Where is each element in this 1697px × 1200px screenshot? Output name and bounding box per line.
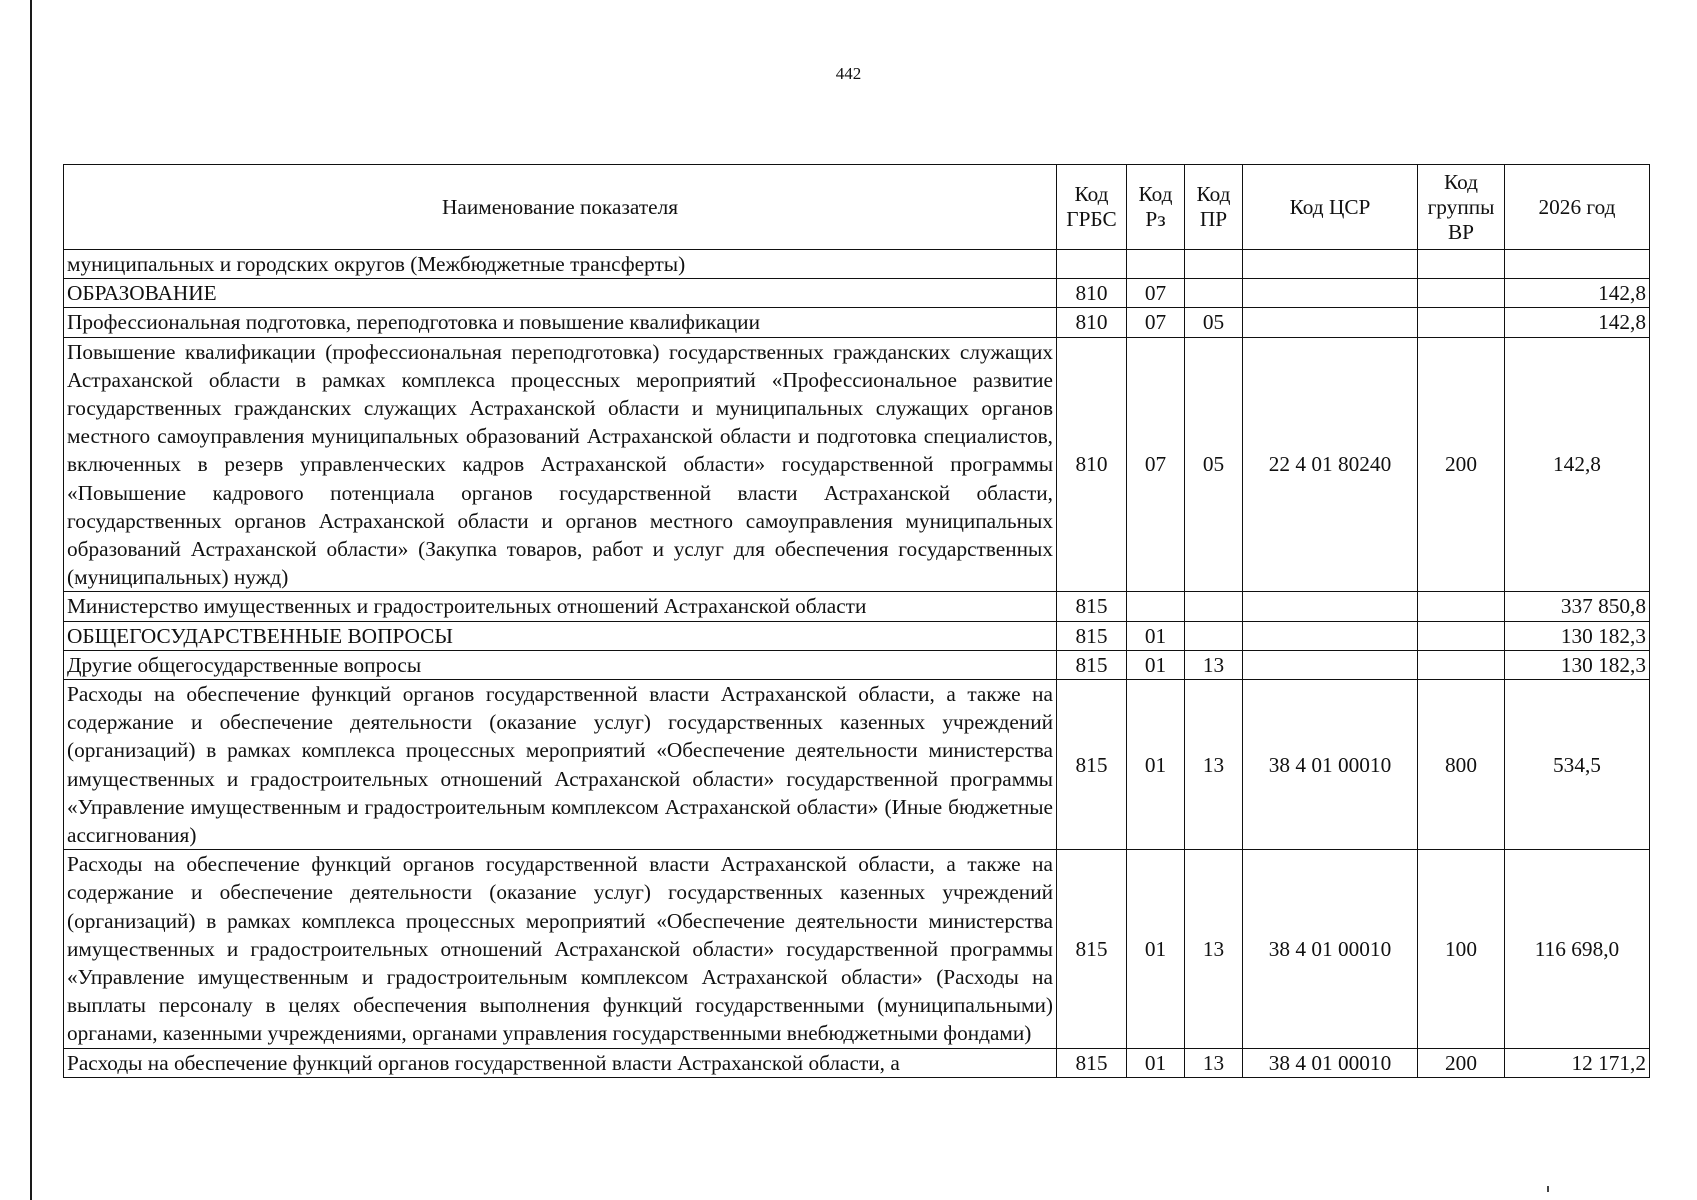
row-rz: 01 (1127, 680, 1185, 850)
row-grbs: 815 (1057, 650, 1127, 679)
row-pr: 13 (1185, 1048, 1243, 1077)
row-pr: 05 (1185, 308, 1243, 337)
row-amount: 12 171,2 (1505, 1048, 1650, 1077)
table-row (64, 279, 1650, 308)
row-csr (1243, 592, 1418, 621)
header-grbs: Код ГРБС (1057, 165, 1127, 250)
row-vr (1418, 650, 1505, 679)
row-vr (1418, 250, 1505, 279)
row-vr: 200 (1418, 337, 1505, 592)
row-amount: 534,5 (1505, 680, 1650, 850)
row-csr (1243, 621, 1418, 650)
row-grbs: 815 (1057, 621, 1127, 650)
header-name: Наименование показателя (64, 165, 1057, 250)
row-amount: 142,8 (1505, 337, 1650, 592)
row-csr: 38 4 01 00010 (1243, 850, 1418, 1048)
row-vr: 100 (1418, 850, 1505, 1048)
row-csr: 22 4 01 80240 (1243, 337, 1418, 592)
binding-margin-line (30, 0, 32, 1200)
row-grbs (1057, 250, 1127, 279)
row-rz: 01 (1127, 850, 1185, 1048)
row-pr: 13 (1185, 850, 1243, 1048)
row-grbs: 815 (1057, 680, 1127, 850)
row-name: Профессиональная подготовка, переподготовка и повышение квалификации (64, 308, 1057, 337)
row-name: Другие общегосударственные вопросы (64, 650, 1057, 679)
row-amount (1505, 250, 1650, 279)
row-rz (1127, 592, 1185, 621)
table-row (64, 337, 1650, 592)
row-rz: 07 (1127, 279, 1185, 308)
row-amount: 337 850,8 (1505, 592, 1650, 621)
row-grbs: 815 (1057, 592, 1127, 621)
header-pr: Код ПР (1185, 165, 1243, 250)
row-csr (1243, 250, 1418, 279)
row-rz (1127, 250, 1185, 279)
row-vr (1418, 308, 1505, 337)
budget-table (63, 164, 1650, 1078)
row-name: Расходы на обеспечение функций органов государственной власти Астраханской области, а также на содержание и обеспечение деятельности (оказание услуг) государственных казенных учреждений (организаций) в рамках комплекса процессных мероприятий «Обеспечение деятельности министерства имущественных и градостроительных отношений Астраханской области» государственной программы «Управление имущественным и градостроительным комплексом Астраханской области» (Иные бюджетные ассигнования) (64, 680, 1057, 850)
row-pr (1185, 621, 1243, 650)
row-amount: 142,8 (1505, 308, 1650, 337)
table-row (64, 308, 1650, 337)
row-pr: 13 (1185, 650, 1243, 679)
row-amount: 116 698,0 (1505, 850, 1650, 1048)
row-name: Повышение квалификации (профессиональная переподготовка) государственных гражданских служащих Астраханской области в рамках комплекса процессных мероприятий «Профессиональное развитие государственных гражданских служащих Астраханской области и муниципальных служащих органов местного самоуправления муниципальных образований Астраханской области и подготовка специалистов, включенных в резерв управленческих кадров Астраханской области» государственной программы «Повышение кадрового потенциала органов государственной власти Астраханской области, государственных органов Астраханской области и органов местного самоуправления муниципальных образований Астраханской области» (Закупка товаров, работ и услуг для обеспечения государственных (муниципальных) нужд) (64, 337, 1057, 592)
scan-mark (1547, 1186, 1549, 1192)
row-amount: 130 182,3 (1505, 650, 1650, 679)
header-year: 2026 год (1505, 165, 1650, 250)
row-name: ОБЩЕГОСУДАРСТВЕННЫЕ ВОПРОСЫ (64, 621, 1057, 650)
row-rz: 01 (1127, 621, 1185, 650)
row-csr (1243, 279, 1418, 308)
row-csr: 38 4 01 00010 (1243, 1048, 1418, 1077)
row-pr (1185, 279, 1243, 308)
table-row (64, 592, 1650, 621)
page-number: 442 (835, 64, 862, 83)
row-amount: 130 182,3 (1505, 621, 1650, 650)
row-name: ОБРАЗОВАНИЕ (64, 279, 1057, 308)
row-vr (1418, 279, 1505, 308)
row-csr (1243, 650, 1418, 679)
table-header-row (64, 165, 1650, 250)
row-vr (1418, 621, 1505, 650)
row-pr: 05 (1185, 337, 1243, 592)
row-rz: 07 (1127, 337, 1185, 592)
row-rz: 01 (1127, 650, 1185, 679)
budget-table-container (63, 164, 1649, 1078)
row-rz: 01 (1127, 1048, 1185, 1077)
row-vr: 800 (1418, 680, 1505, 850)
row-grbs: 810 (1057, 279, 1127, 308)
row-csr (1243, 308, 1418, 337)
row-name: Расходы на обеспечение функций органов государственной власти Астраханской области, а (64, 1048, 1057, 1077)
row-name: Расходы на обеспечение функций органов государственной власти Астраханской области, а также на содержание и обеспечение деятельности (оказание услуг) государственных казенных учреждений (организаций) в рамках комплекса процессных мероприятий «Обеспечение деятельности министерства имущественных и градостроительных отношений Астраханской области» государственной программы «Управление имущественным и градостроительным комплексом Астраханской области» (Расходы на выплаты персоналу в целях обеспечения выполнения функций государственными (муниципальными) органами, казенными учреждениями, органами управления государственными внебюджетными фондами) (64, 850, 1057, 1048)
row-amount: 142,8 (1505, 279, 1650, 308)
row-vr: 200 (1418, 1048, 1505, 1077)
header-rz: Код Рз (1127, 165, 1185, 250)
row-grbs: 815 (1057, 1048, 1127, 1077)
row-name: Министерство имущественных и градостроительных отношений Астраханской области (64, 592, 1057, 621)
row-csr: 38 4 01 00010 (1243, 680, 1418, 850)
row-pr (1185, 250, 1243, 279)
table-row (64, 250, 1650, 279)
row-name: муниципальных и городских округов (Межбюджетные трансферты) (64, 250, 1057, 279)
table-row (64, 621, 1650, 650)
row-grbs: 810 (1057, 337, 1127, 592)
table-row (64, 680, 1650, 850)
table-row (64, 1048, 1650, 1077)
row-pr (1185, 592, 1243, 621)
row-grbs: 815 (1057, 850, 1127, 1048)
header-vr: Код группы ВР (1418, 165, 1505, 250)
row-grbs: 810 (1057, 308, 1127, 337)
table-row (64, 650, 1650, 679)
row-rz: 07 (1127, 308, 1185, 337)
row-pr: 13 (1185, 680, 1243, 850)
table-row (64, 850, 1650, 1048)
header-csr: Код ЦСР (1243, 165, 1418, 250)
row-vr (1418, 592, 1505, 621)
